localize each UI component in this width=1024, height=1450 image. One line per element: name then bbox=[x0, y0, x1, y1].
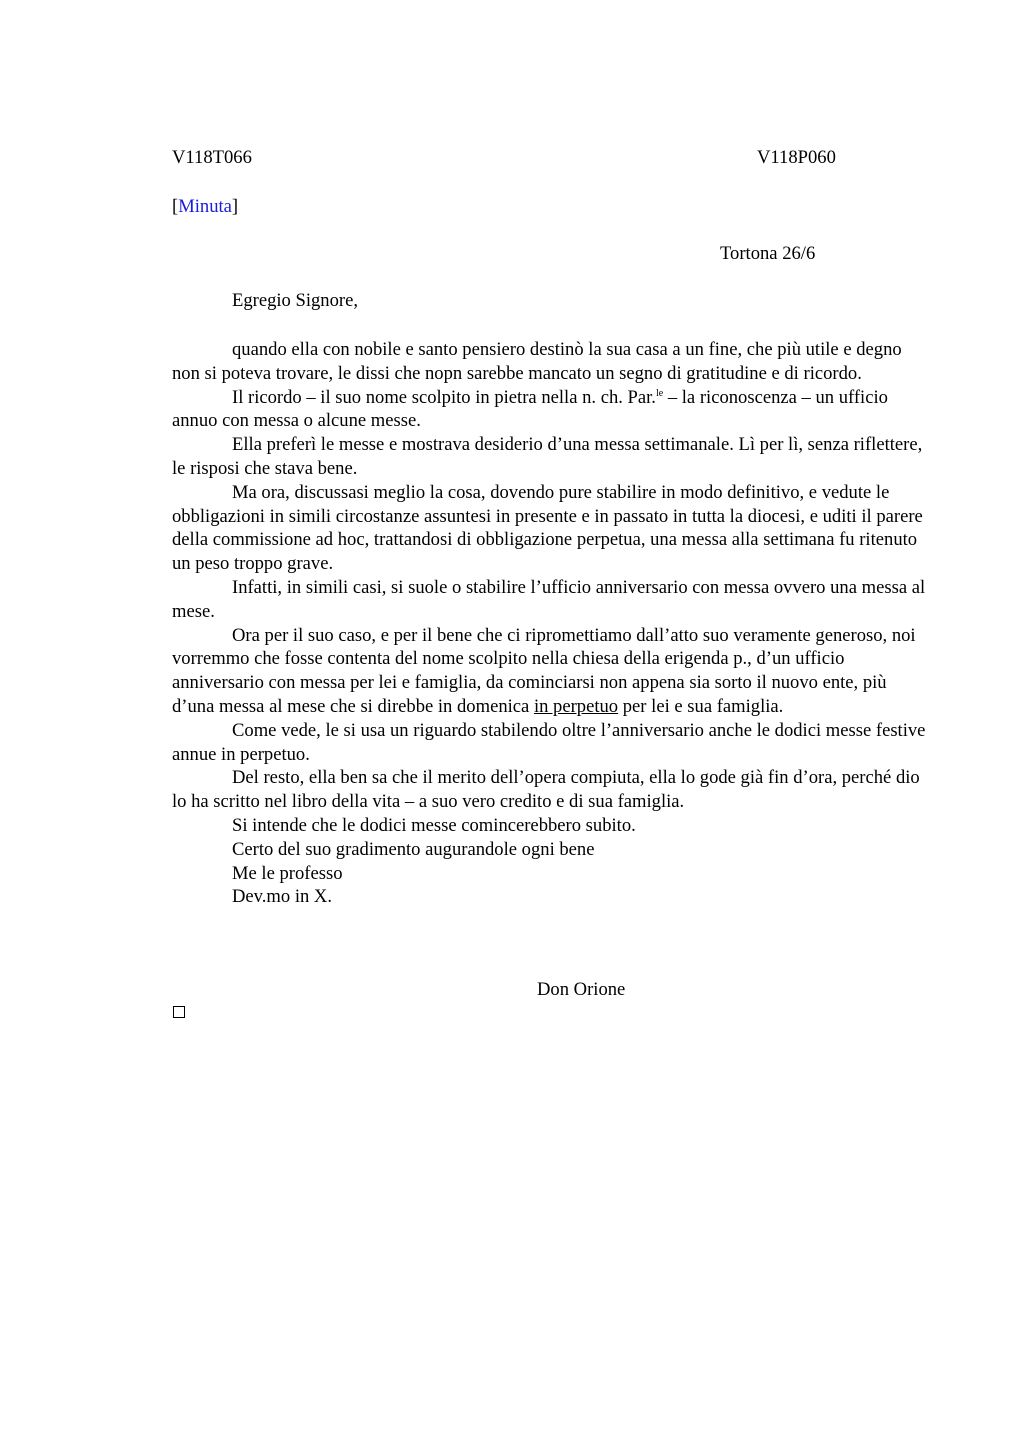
paragraph-2-text-after: – la riconoscenza – un ufficio annuo con messa o alcune messe. bbox=[172, 386, 888, 432]
paragraph-6-text-before: Ora per il suo caso, e per il bene che ci ripromettiamo dall’atto suo veramente generoso, noi vorremmo che fosse contenta del nome scolpito nella chiesa della erigenda p., d’un ufficio anniversario con messa per lei e famiglia, da cominciarsi non appena sia sorto il nuovo ente, più d’una messa al mese che si direbbe in domenica bbox=[172, 624, 916, 717]
paragraph-3: Ella preferì le messe e mostrava desiderio d’una messa settimanale. Lì per lì, senza riflettere, le risposi che stava bene. bbox=[172, 434, 923, 479]
underlined-in-perpetuo: in perpetuo bbox=[533, 695, 619, 717]
empty-square-icon bbox=[173, 1006, 185, 1018]
place-date: Tortona 26/6 bbox=[720, 243, 816, 264]
paragraph-1: quando ella con nobile e santo pensiero destinò la sua casa a un fine, che più utile e degno non si poteva trovare, le dissi che nopn sarebbe mancato un segno di gratitudine e di ricordo. bbox=[172, 339, 902, 384]
paragraph-10: Certo del suo gradimento augurandole ogni bene bbox=[232, 838, 595, 860]
paragraph-2 bbox=[172, 386, 928, 434]
paragraph-6 bbox=[172, 624, 928, 719]
paragraph-9: Si intende che le dodici messe comincerebbero subito. bbox=[232, 814, 636, 836]
document-code-left: V118T066 bbox=[172, 147, 252, 168]
superscript-le: le bbox=[655, 387, 664, 399]
paragraph-2-text-before: Il ricordo – il suo nome scolpito in pietra nella n. ch. Par. bbox=[232, 386, 656, 408]
signature: Don Orione bbox=[537, 979, 626, 1000]
paragraph-5: Infatti, in simili casi, si suole o stabilire l’ufficio anniversario con messa ovvero una messa al mese. bbox=[172, 576, 926, 622]
minuta-bracket-open: [ bbox=[172, 196, 179, 217]
paragraph-8: Del resto, ella ben sa che il merito dell’opera compiuta, ella lo gode già fin d’ora, perché dio lo ha scritto nel libro della vita – a suo vero credito e di sua famiglia. bbox=[172, 767, 920, 813]
paragraph-6-text-after: per lei e sua famiglia. bbox=[618, 695, 784, 717]
minuta-label bbox=[172, 196, 238, 218]
salutation: Egregio Signore, bbox=[232, 290, 358, 311]
letter-body bbox=[172, 338, 928, 909]
paragraph-12: Dev.mo in X. bbox=[232, 886, 333, 908]
document-code-right: V118P060 bbox=[757, 147, 836, 168]
paragraph-11: Me le professo bbox=[232, 862, 343, 884]
paragraph-7: Come vede, le si usa un riguardo stabilendo oltre l’anniversario anche le dodici messe festive annue in perpetuo. bbox=[172, 719, 926, 765]
minuta-link[interactable]: Minuta bbox=[178, 196, 232, 217]
paragraph-4: Ma ora, discussasi meglio la cosa, dovendo pure stabilire in modo definitivo, e vedute le obbligazioni in simili circostanze assuntesi in presente e in passato in tutta la diocesi, e uditi il parere della commissione ad hoc, trattandosi di obbligazione perpetua, una messa alla settimana fu ritenuto un peso troppo grave. bbox=[172, 481, 923, 575]
minuta-bracket-close: ] bbox=[231, 196, 239, 217]
